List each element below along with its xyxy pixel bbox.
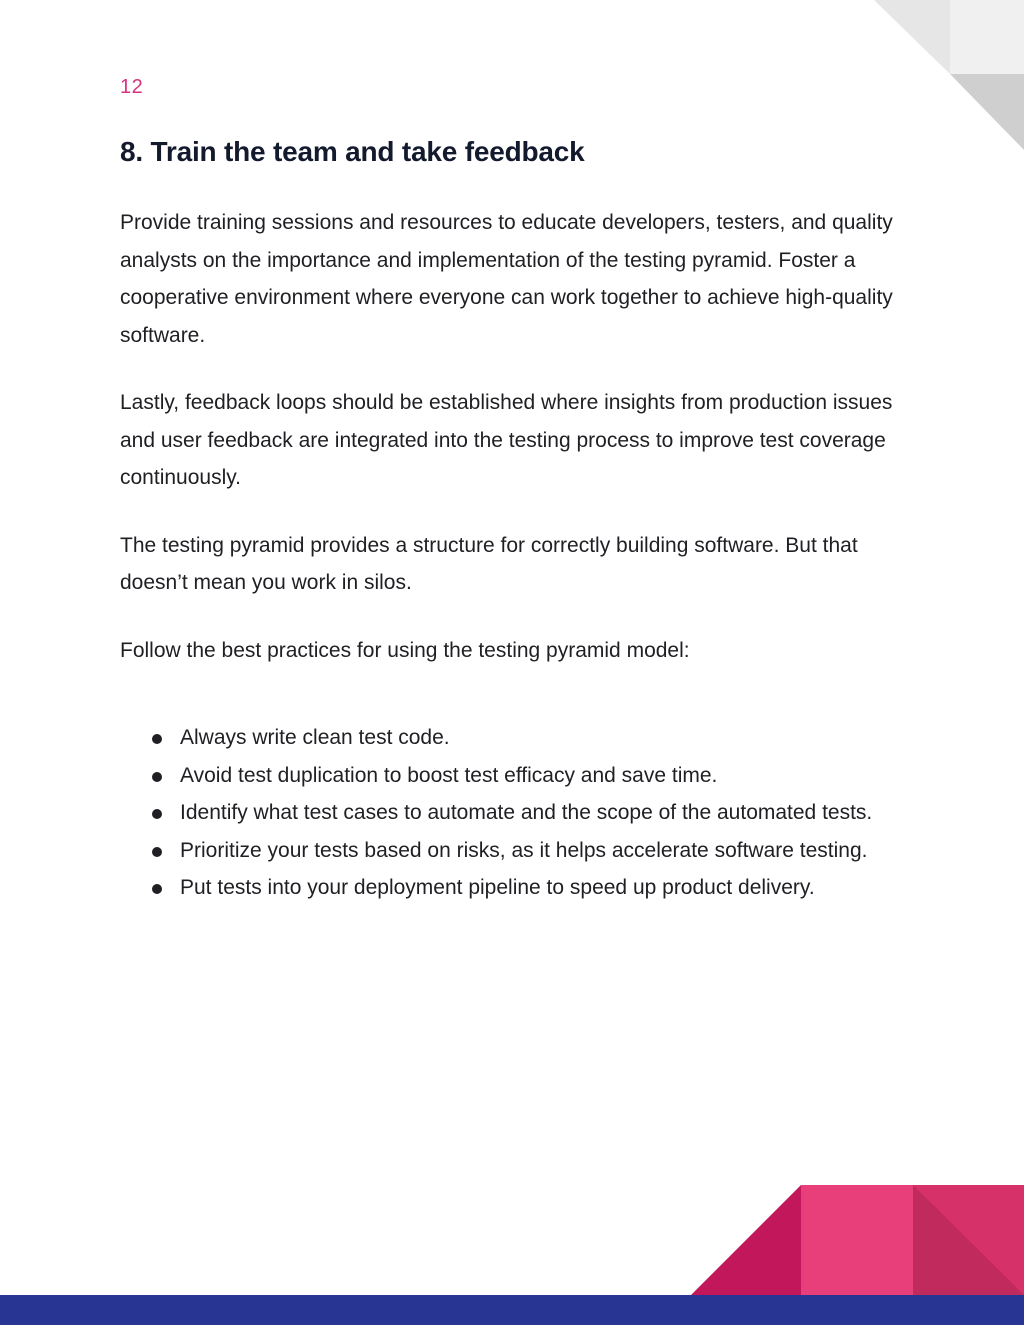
list-item [120, 832, 920, 870]
bottom-corner-decoration [691, 1185, 1024, 1295]
top-corner-decoration [874, 0, 1024, 150]
list-item-text: Always write clean test code. [180, 726, 450, 749]
list-item-text: Identify what test cases to automate and the scope of the automated tests. [180, 801, 873, 824]
paragraph-structure: The testing pyramid provides a structure for correctly building software. But that doesn’t mean you work in silos. [120, 533, 858, 594]
list-item-text: Prioritize your tests based on risks, as it helps accelerate software testing. [180, 838, 868, 862]
list-item [120, 757, 920, 795]
list-item [120, 794, 920, 832]
body-content [120, 204, 920, 907]
bullet-icon [152, 809, 162, 819]
footer-band [0, 1295, 1024, 1325]
paragraph-feedback-loops: Lastly, feedback loops should be established where insights from production issues and user feedback are integrated into the testing process to improve test coverage continuously. [120, 391, 893, 489]
paragraph-best-practices-intro: Follow the best practices for using the testing pyramid model: [120, 638, 690, 662]
page-number: 12 [120, 76, 144, 98]
list-item-text: Avoid test duplication to boost test efficacy and save time. [180, 763, 718, 787]
list-item-text: Put tests into your deployment pipeline to speed up product delivery. [180, 876, 815, 899]
paragraph-training: Provide training sessions and resources to educate developers, testers, and quality analysts on the importance and implementation of the testing pyramid. Foster a cooperative environment where everyone can work together to achieve high-quality software. [120, 211, 893, 347]
bullet-icon [152, 884, 162, 894]
bullet-icon [152, 734, 162, 744]
best-practices-list [120, 719, 920, 907]
list-item [120, 719, 920, 757]
section-title: 8. Train the team and take feedback [120, 136, 585, 167]
bullet-icon [152, 847, 162, 857]
list-item [120, 869, 920, 907]
bullet-icon [152, 772, 162, 782]
